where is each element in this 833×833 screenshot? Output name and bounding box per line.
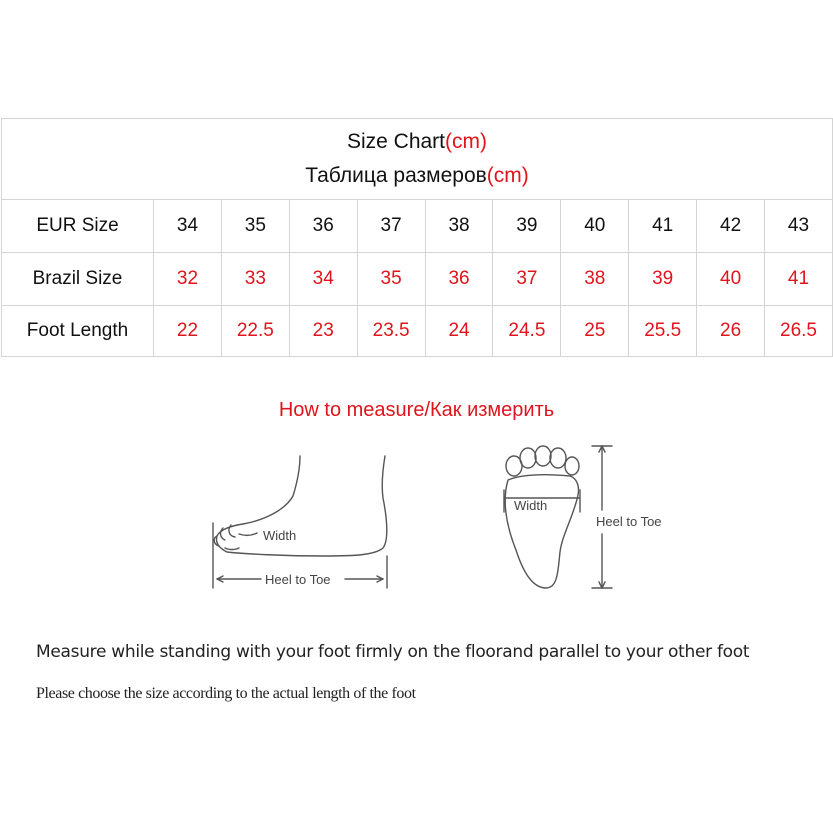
size-chart-table xyxy=(1,118,833,357)
sole-heel-to-toe-label: Heel to Toe xyxy=(596,514,662,529)
table-cell: 23 xyxy=(289,306,357,357)
table-cell: 24 xyxy=(425,306,493,357)
table-cell: 36 xyxy=(289,200,357,253)
table-row-eur-size xyxy=(2,200,833,253)
toe xyxy=(520,448,536,468)
table-cell: 34 xyxy=(154,200,222,253)
row-label-eur-size: EUR Size xyxy=(2,200,154,253)
table-cell: 38 xyxy=(561,253,629,306)
table-cell: 35 xyxy=(221,200,289,253)
toe xyxy=(550,448,566,468)
table-row-foot-length xyxy=(2,306,833,357)
row-label-brazil-size: Brazil Size xyxy=(2,253,154,306)
table-cell: 41 xyxy=(629,200,697,253)
table-cell: 33 xyxy=(221,253,289,306)
measure-heading: How to measure/Как измерить xyxy=(278,399,555,421)
title-line-russian: Таблица размеров(cm) xyxy=(305,164,529,187)
table-cell: 25.5 xyxy=(629,306,697,357)
table-cell: 43 xyxy=(765,200,833,253)
table-cell: 25 xyxy=(561,306,629,357)
side-heel-to-toe-label: Heel to Toe xyxy=(265,572,331,587)
side-width-label: Width xyxy=(263,528,297,543)
title-unit-russian: (cm) xyxy=(486,164,529,187)
sole-width-label: Width xyxy=(514,498,548,513)
table-cell: 42 xyxy=(697,200,765,253)
table-cell: 40 xyxy=(561,200,629,253)
table-cell: 24.5 xyxy=(493,306,561,357)
table-cell: 37 xyxy=(493,253,561,306)
table-cell: 26 xyxy=(697,306,765,357)
instruction-standing: Measure while standing with your foot firmly on the floorand parallel to your other foot xyxy=(36,642,750,662)
row-label-foot-length: Foot Length xyxy=(2,306,154,357)
table-cell: 39 xyxy=(493,200,561,253)
table-cell: 34 xyxy=(289,253,357,306)
table-cell: 39 xyxy=(629,253,697,306)
table-cell: 37 xyxy=(357,200,425,253)
title-unit-english: (cm) xyxy=(445,130,487,153)
foot-outline xyxy=(216,456,386,556)
table-cell: 22 xyxy=(154,306,222,357)
sole-outline xyxy=(505,475,578,588)
table-cell: 40 xyxy=(697,253,765,306)
table-row-brazil-size xyxy=(2,253,833,306)
table-cell: 23.5 xyxy=(357,306,425,357)
table-cell: 26.5 xyxy=(765,306,833,357)
table-cell: 22.5 xyxy=(221,306,289,357)
sole-foot-illustration xyxy=(488,440,688,600)
table-cell: 41 xyxy=(765,253,833,306)
toe xyxy=(565,457,579,475)
instruction-choose-size: Please choose the size according to the actual length of the foot xyxy=(36,685,416,702)
table-cell: 38 xyxy=(425,200,493,253)
table-cell: 36 xyxy=(425,253,493,306)
side-foot-illustration xyxy=(205,448,405,598)
title-line-english: Size Chart(cm) xyxy=(346,130,487,153)
table-cell: 35 xyxy=(357,253,425,306)
size-chart-title xyxy=(2,119,833,200)
toe xyxy=(535,446,551,466)
table-cell: 32 xyxy=(154,253,222,306)
